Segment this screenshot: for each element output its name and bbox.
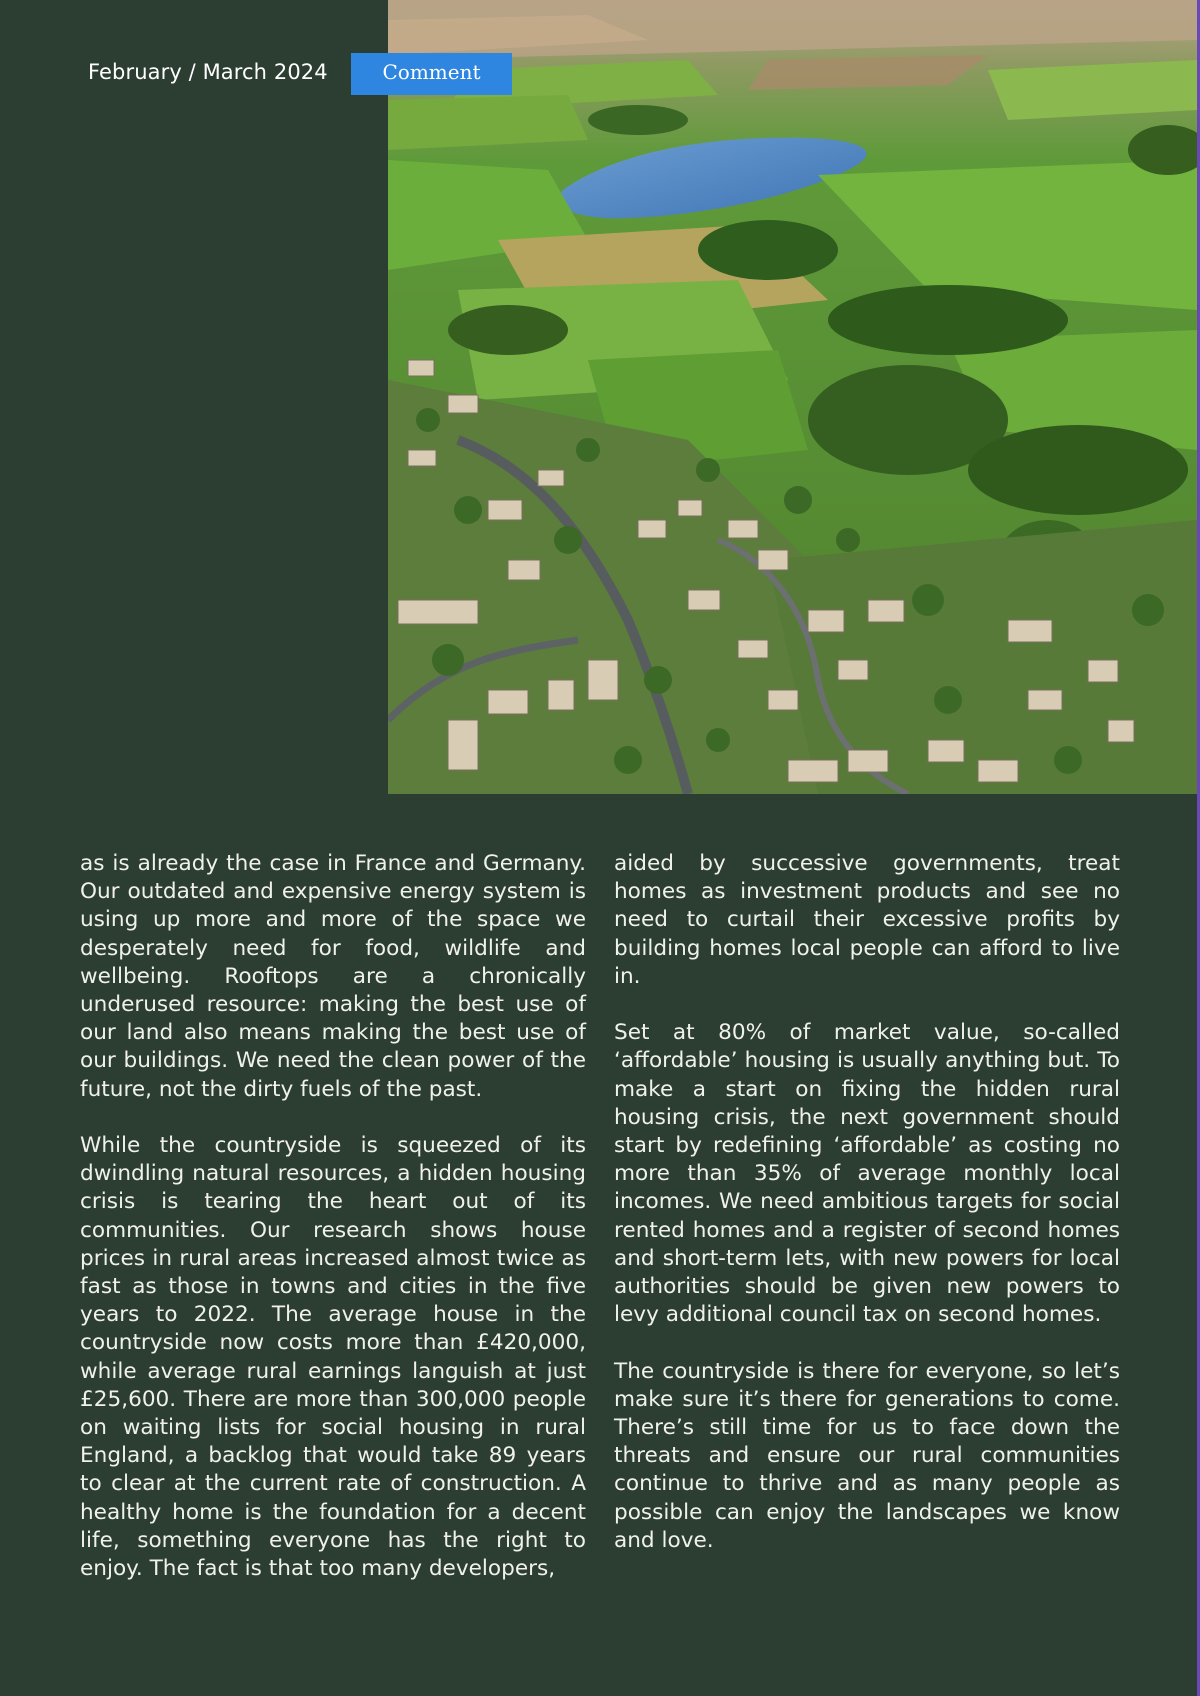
article-column-left — [80, 850, 586, 1611]
article-paragraph: Set at 80% of market value, so-called ‘affordable’ housing is usually anything but. To make a start on fixing the hidden rural housing crisis, the next government should start by redefining ‘affordable’ as costing no more than 35% of average monthly local incomes. We need ambitious targets for social rented homes and a register of second homes and short-term lets, with new powers for local authorities should be given new powers to levy additional council tax on second homes. — [614, 1020, 1120, 1328]
article-paragraph: The countryside is there for everyone, so let’s make sure it’s there for generations to come. There’s still time for us to face down the threats and ensure our rural communities continue to thrive and as many people as possible can enjoy the landscapes we know and love. — [614, 1358, 1120, 1553]
article-column-right — [614, 850, 1120, 1583]
article-paragraph: aided by successive governments, treat homes as investment products and see no need to curtail their excessive profits by building homes local people can afford to live in. — [614, 851, 1120, 989]
section-tag: Comment — [351, 53, 512, 95]
aerial-village-photo — [388, 0, 1197, 794]
issue-date: February / March 2024 — [88, 60, 328, 84]
article-paragraph: While the countryside is squeezed of its dwindling natural resources, a hidden housing crisis is tearing the heart out of its communities. Our research shows house prices in rural areas increased almost twice as fast as those in towns and cities in the five years to 2022. The average house in the countryside now costs more than £420,000, while average rural earnings languish at just £25,600. There are more than 300,000 people on waiting lists for social housing in rural England, a backlog that would take 89 years to clear at the current rate of construction. A healthy home is the foundation for a decent life, something everyone has the right to enjoy. The fact is that too many developers, — [80, 1133, 586, 1582]
article-paragraph: as is already the case in France and Germany. Our outdated and expensive energy system is using up more and more of the space we desperately need for food, wildlife and wellbeing. Rooftops are a chronically underused resource: making the best use of our land also means making the best use of our buildings. We need the clean power of the future, not the dirty fuels of the past. — [80, 851, 586, 1102]
